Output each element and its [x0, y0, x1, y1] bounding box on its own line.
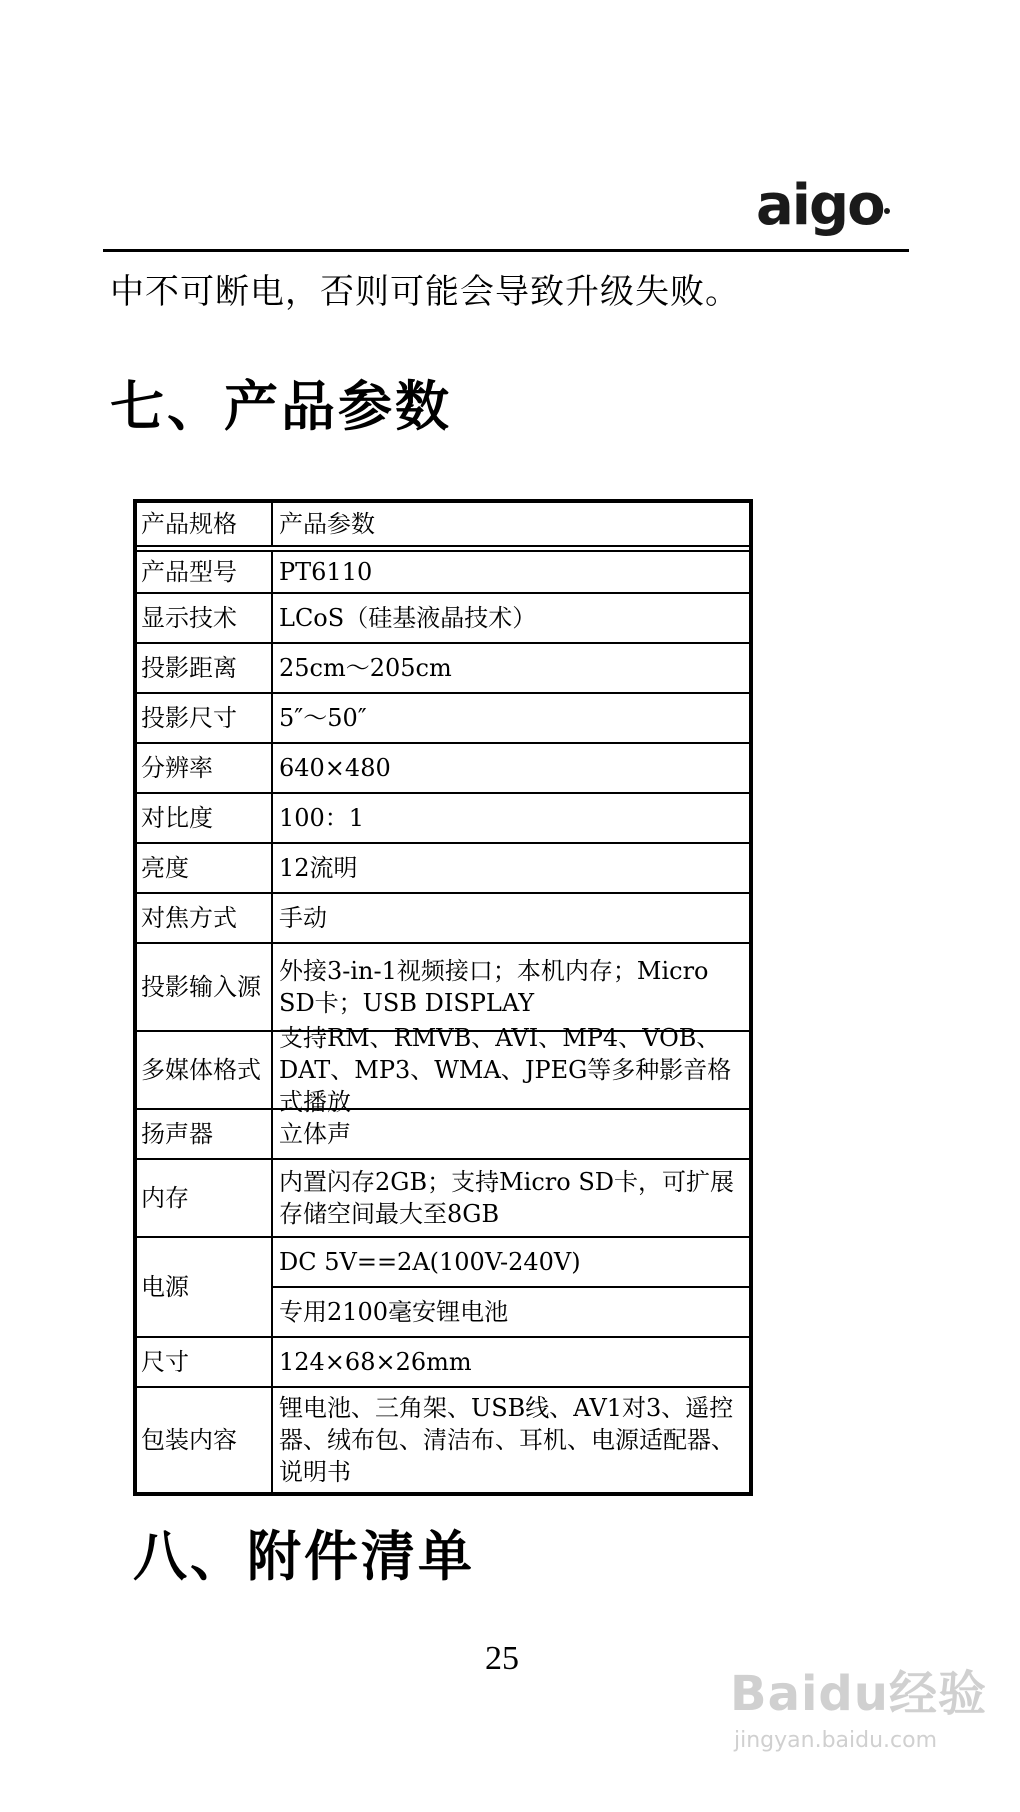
- row-label: 投影输入源: [137, 944, 273, 1030]
- row-label: 电源: [137, 1238, 273, 1336]
- row-label: 显示技术: [137, 594, 273, 642]
- row-value: 25cm～205cm: [279, 654, 452, 682]
- row-value: 100：1: [279, 804, 365, 832]
- row-value: 内置闪存2GB；支持Micro SD卡，可扩展存储空间最大至8GB: [279, 1168, 735, 1228]
- table-row: [137, 1158, 749, 1236]
- baidu-watermark: [730, 1655, 987, 1753]
- row-value: 640×480: [279, 754, 391, 782]
- row-value: 124×68×26mm: [279, 1348, 472, 1376]
- row-value: 支持RM、RMVB、AVI、MP4、VOB、DAT、MP3、WMA、JPEG等多种影音格式播放: [279, 1024, 732, 1116]
- table-row: [137, 692, 749, 742]
- row-value: 立体声: [279, 1120, 351, 1148]
- table-row: [137, 1336, 749, 1386]
- row-value: 5″～50″: [279, 704, 367, 732]
- header-rule: [103, 249, 909, 252]
- section-title-specs: 七、产品参数: [110, 375, 452, 438]
- power-values: [273, 1238, 749, 1336]
- watermark-url: jingyan.baidu.com: [734, 1728, 938, 1753]
- row-label: 产品型号: [137, 552, 273, 592]
- row-value: 锂电池、三角架、USB线、AV1对3、遥控器、绒布包、清洁布、耳机、电源适配器、说明书: [279, 1394, 735, 1486]
- watermark-logo: Baidu经验: [730, 1666, 987, 1722]
- row-label: 扬声器: [137, 1110, 273, 1158]
- logo-dot: [884, 208, 890, 214]
- row-value: 12流明: [279, 854, 358, 882]
- row-value: 外接3-in-1视频接口；本机内存；Micro SD卡；USB DISPLAY: [279, 957, 709, 1017]
- table-row: [137, 1024, 749, 1116]
- row-label: 投影尺寸: [137, 694, 273, 742]
- header-cell-param: 产品参数: [279, 510, 375, 538]
- row-value: PT6110: [279, 558, 373, 586]
- row-value: LCoS（硅基液晶技术）: [279, 604, 537, 632]
- row-label: 亮度: [137, 844, 273, 892]
- table-row: [137, 892, 749, 942]
- brand-logo: aigo: [756, 173, 884, 238]
- table-row: [137, 792, 749, 842]
- row-label: 内存: [137, 1160, 273, 1236]
- table-row-power: [137, 1236, 749, 1336]
- row-label: 尺寸: [137, 1338, 273, 1386]
- row-label: 投影距离: [137, 644, 273, 692]
- row-value: 专用2100毫安锂电池: [273, 1286, 749, 1336]
- table-row: [137, 642, 749, 692]
- spec-table: [133, 499, 753, 1496]
- continuation-text: 中不可断电，否则可能会导致升级失败。: [110, 272, 740, 312]
- row-label: 对比度: [137, 794, 273, 842]
- section-title-accessories: 八、附件清单: [133, 1525, 475, 1588]
- header-cell-spec: 产品规格: [137, 503, 273, 545]
- row-label: 分辨率: [137, 744, 273, 792]
- row-value: 手动: [279, 904, 327, 932]
- page-number: 25: [485, 1640, 519, 1677]
- table-row: [137, 592, 749, 642]
- table-row: [137, 742, 749, 792]
- table-row: [137, 545, 749, 592]
- table-header-row: [137, 503, 749, 545]
- table-row: [137, 1108, 749, 1158]
- row-label: 多媒体格式: [137, 1032, 273, 1108]
- row-value: DC 5V==2A(100V-240V): [279, 1248, 581, 1276]
- table-row: [137, 842, 749, 892]
- row-label: 对焦方式: [137, 894, 273, 942]
- table-row: [137, 942, 749, 1030]
- table-row: [137, 1386, 749, 1492]
- row-label: 包装内容: [137, 1388, 273, 1492]
